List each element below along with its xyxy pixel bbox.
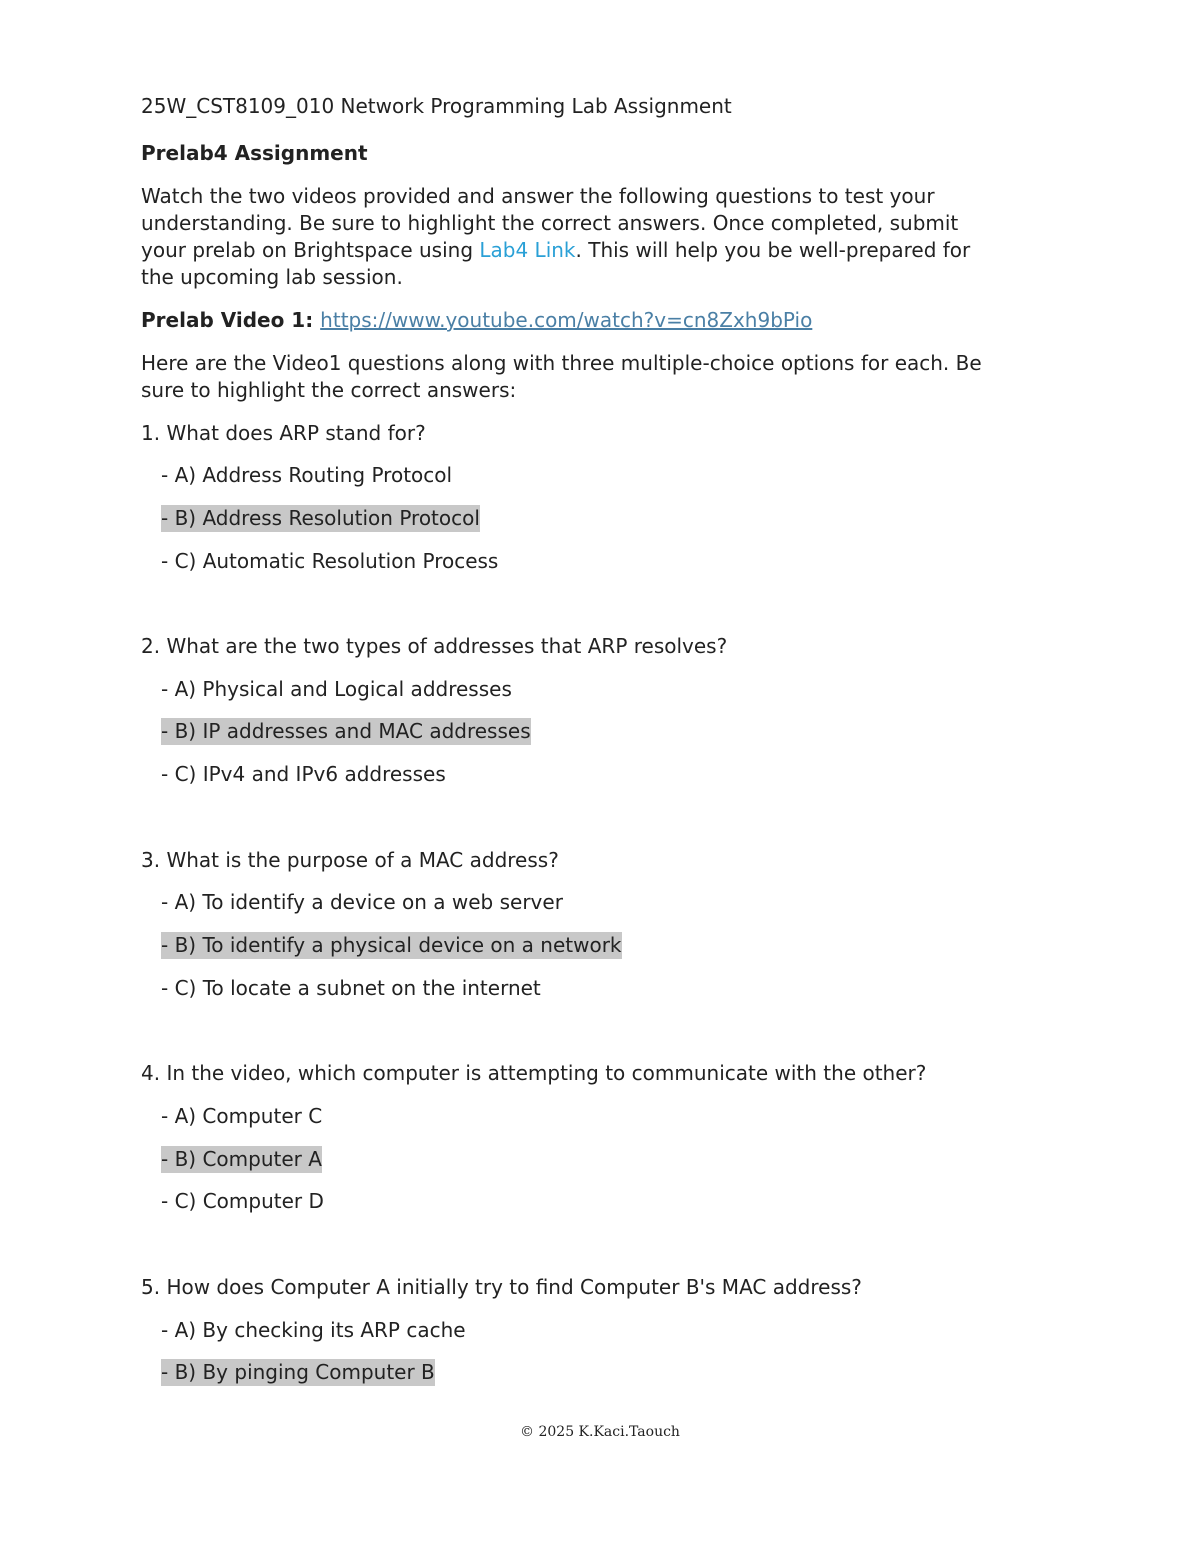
course-title: 25W_CST8109_010 Network Programming Lab Assignment bbox=[141, 94, 732, 118]
question-2-option-c: - C) IPv4 and IPv6 addresses bbox=[161, 762, 446, 786]
questions-intro-line-1: Here are the Video1 questions along with three multiple-choice options for each. Be bbox=[141, 351, 982, 375]
question-4: 4. In the video, which computer is attempting to communicate with the other? bbox=[141, 1061, 927, 1085]
question-1-option-c: - C) Automatic Resolution Process bbox=[161, 549, 499, 573]
question-3-option-c: - C) To locate a subnet on the internet bbox=[161, 976, 541, 1000]
video1-line bbox=[141, 307, 812, 334]
questions-intro-line-2: sure to highlight the correct answers: bbox=[141, 378, 517, 402]
video1-label: Prelab Video 1: bbox=[141, 308, 321, 332]
question-3-option-b-highlighted: - B) To identify a physical device on a network bbox=[161, 933, 622, 957]
question-1-option-a: - A) Address Routing Protocol bbox=[161, 463, 453, 487]
intro-line-3 bbox=[141, 237, 970, 264]
intro-line-4: the upcoming lab session. bbox=[141, 265, 403, 289]
question-4-option-b-highlighted: - B) Computer A bbox=[161, 1147, 322, 1171]
question-1-option-b-highlighted: - B) Address Resolution Protocol bbox=[161, 506, 480, 530]
question-3-option-a: - A) To identify a device on a web server bbox=[161, 890, 563, 914]
question-3: 3. What is the purpose of a MAC address? bbox=[141, 848, 559, 872]
question-2: 2. What are the two types of addresses that ARP resolves? bbox=[141, 634, 728, 658]
question-5-option-b-highlighted: - B) By pinging Computer B bbox=[161, 1360, 435, 1384]
question-2-option-a: - A) Physical and Logical addresses bbox=[161, 677, 512, 701]
intro-line-2: understanding. Be sure to highlight the correct answers. Once completed, submit bbox=[141, 211, 959, 235]
intro-text-after-link: . This will help you be well-prepared for bbox=[575, 238, 971, 262]
question-1: 1. What does ARP stand for? bbox=[141, 421, 426, 445]
intro-line-1: Watch the two videos provided and answer the following questions to test your bbox=[141, 184, 935, 208]
question-4-option-a: - A) Computer C bbox=[161, 1104, 323, 1128]
video1-url-link[interactable]: https://www.youtube.com/watch?v=cn8Zxh9bPio bbox=[320, 308, 813, 332]
footer-copyright: © 2025 K.Kaci.Taouch bbox=[520, 1424, 680, 1440]
lab4-link[interactable]: Lab4 Link bbox=[479, 238, 576, 262]
question-5: 5. How does Computer A initially try to find Computer B's MAC address? bbox=[141, 1275, 862, 1299]
question-4-option-c: - C) Computer D bbox=[161, 1189, 324, 1213]
question-2-option-b-highlighted: - B) IP addresses and MAC addresses bbox=[161, 719, 531, 743]
assignment-title: Prelab4 Assignment bbox=[141, 141, 368, 165]
question-5-option-a: - A) By checking its ARP cache bbox=[161, 1318, 466, 1342]
intro-text-before-link: your prelab on Brightspace using bbox=[141, 238, 480, 262]
